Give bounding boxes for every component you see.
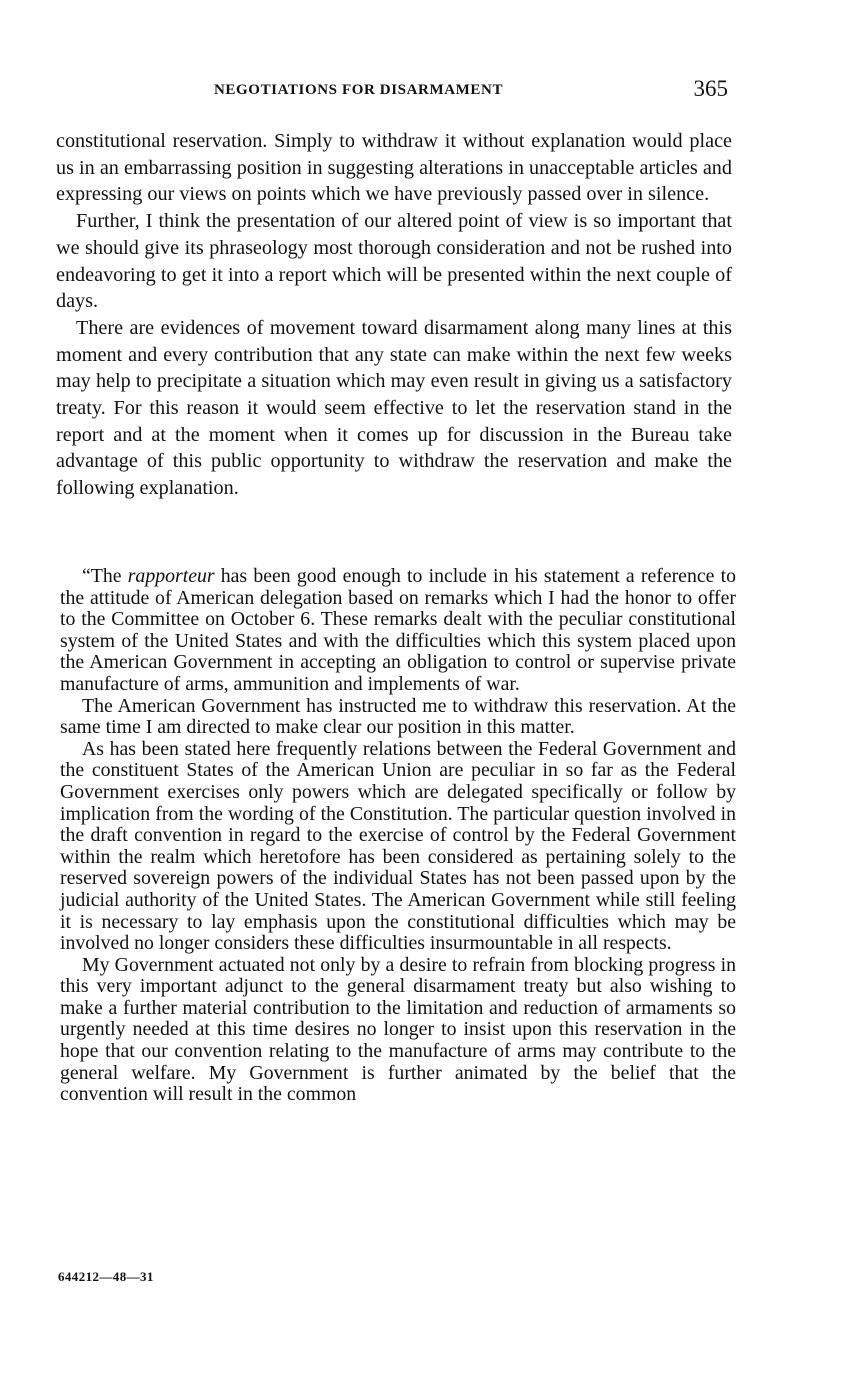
- quote-paragraph: [60, 566, 736, 696]
- body-text: [56, 128, 732, 502]
- print-code: 644212—48—31: [58, 1269, 154, 1284]
- body-paragraph: There are evidences of movement toward disarmament along many lines at this moment and every contribution that any state can make within the next few weeks may help to precipitate a situation which may even result in giving us a satisfactory treaty. For this reason it would seem effective to let the reservation stand in the report and at the moment when it comes up for discussion in the Bureau take advantage of this public opportunity to withdraw the reservation and make the following explanation.: [56, 316, 732, 500]
- body-paragraph: Further, I think the presentation of our altered point of view is so important that we should give its phraseology most thorough consideration and not be rushed into endeavoring to get it into a report which will be presented within the next couple of days.: [56, 210, 732, 313]
- quoted-statement: [60, 566, 736, 1106]
- body-paragraph: constitutional reservation. Simply to withdraw it without explanation would place us in an embarrassing position in suggesting alterations in unacceptable articles and expressing our views on points which we have previously passed over in silence.: [56, 130, 732, 206]
- italic-term: rapporteur: [127, 565, 215, 587]
- page-number: 365: [693, 76, 728, 101]
- quote-opening: “The: [82, 565, 128, 587]
- quote-text: has been good enough to include in his statement a reference to the attitude of American delegation based on remarks which I had the honor to offer to the Committee on October 6. These remarks dealt with the peculiar constitutional system of the United States and with the difficulties which this system placed upon the American Government in accepting an obligation to control or supervise private manufacture of arms, ammunition and implements of war.: [60, 565, 736, 695]
- quote-paragraph: The American Government has instructed me to withdraw this reservation. At the same time I am directed to make clear our position in this matter.: [60, 694, 736, 739]
- page-header: [56, 76, 732, 108]
- running-title: NEGOTIATIONS FOR DISARMAMENT: [214, 82, 504, 98]
- quote-paragraph: As has been stated here frequently relations between the Federal Government and the constituent States of the American Union are peculiar in so far as the Federal Government exercises only powers which are delegated specifically or follow by implication from the wording of the Constitution. The particular question involved in the draft convention in regard to the exercise of control by the Federal Government within the realm which heretofore has been considered as pertaining solely to the reserved sovereign powers of the individual States has not been passed upon by the judicial authority of the United States. The American Government while still feeling it is necessary to lay emphasis upon the constitutional difficulties which may be involved no longer considers these difficulties insurmountable in all respects.: [60, 737, 736, 955]
- quote-paragraph: My Government actuated not only by a desire to refrain from blocking progress in this very important adjunct to the general disarmament treaty but also wishing to make a further material contribution to the limitation and reduction of armaments so urgently needed at this time desires no longer to insist upon this reservation in the hope that our convention relating to the manufacture of arms may contribute to the general welfare. My Government is further animated by the belief that the convention will result in the common: [60, 953, 736, 1106]
